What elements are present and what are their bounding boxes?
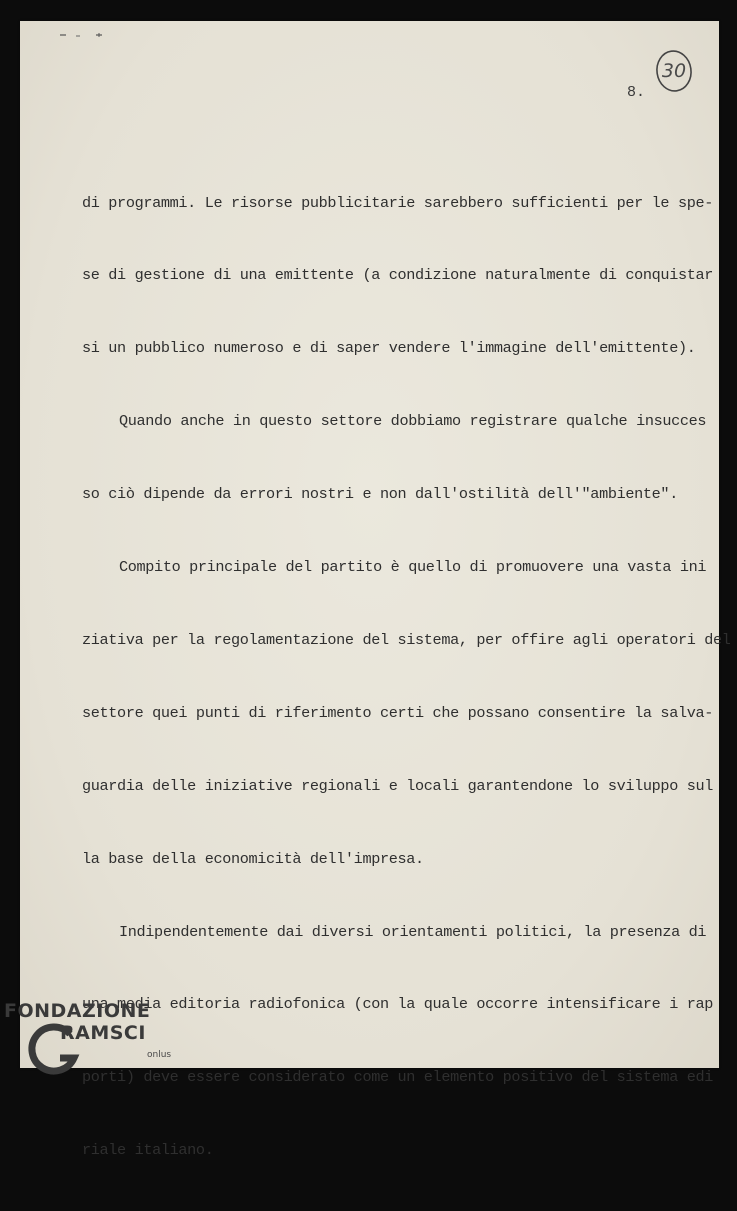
text-line: se di gestione di una emittente (a condizione naturalmente di conquistar bbox=[82, 266, 714, 285]
archive-stamp bbox=[652, 48, 696, 94]
watermark-onlus: onlus bbox=[147, 1050, 172, 1060]
watermark-title: FONDAZIONE bbox=[4, 1000, 151, 1022]
watermark-subtitle: RAMSCI bbox=[60, 1022, 146, 1044]
page-number: 8. bbox=[627, 84, 646, 101]
text-line: settore quei punti di riferimento certi che possano consentire la salva- bbox=[82, 703, 714, 722]
text-line: porti) deve essere considerato come un elemento positivo del sistema edi bbox=[82, 1068, 714, 1087]
text-line: Compito principale del partito è quello di promuovere una vasta ini bbox=[119, 558, 707, 577]
text-line: Quando anche in questo settore dobbiamo registrare qualche insucces bbox=[119, 412, 707, 431]
text-line: Indipendentemente dai diversi orientamenti politici, la presenza di bbox=[119, 922, 707, 941]
text-line: ziativa per la regolamentazione del sistema, per offire agli operatori del bbox=[82, 630, 731, 649]
text-line: guardia delle iniziative regionali e locali garantendone lo sviluppo sul bbox=[82, 776, 714, 795]
text-line: di programmi. Le risorse pubblicitarie sarebbero sufficienti per le spe- bbox=[82, 193, 714, 212]
text-line: una media editoria radiofonica (con la quale occorre intensificare i rap bbox=[82, 995, 714, 1014]
text-line: si un pubblico numeroso e di saper vendere l'immagine dell'emittente). bbox=[82, 339, 696, 358]
text-line: so ciò dipende da errori nostri e non dall'ostilità dell'"ambiente". bbox=[82, 485, 678, 504]
corner-ink-marks bbox=[58, 30, 108, 38]
text-line: riale italiano. bbox=[82, 1141, 214, 1160]
archive-stamp-number: 30 bbox=[661, 60, 687, 82]
fondazione-gramsci-watermark bbox=[0, 1000, 190, 1080]
text-line: la base della economicità dell'impresa. bbox=[82, 849, 424, 868]
